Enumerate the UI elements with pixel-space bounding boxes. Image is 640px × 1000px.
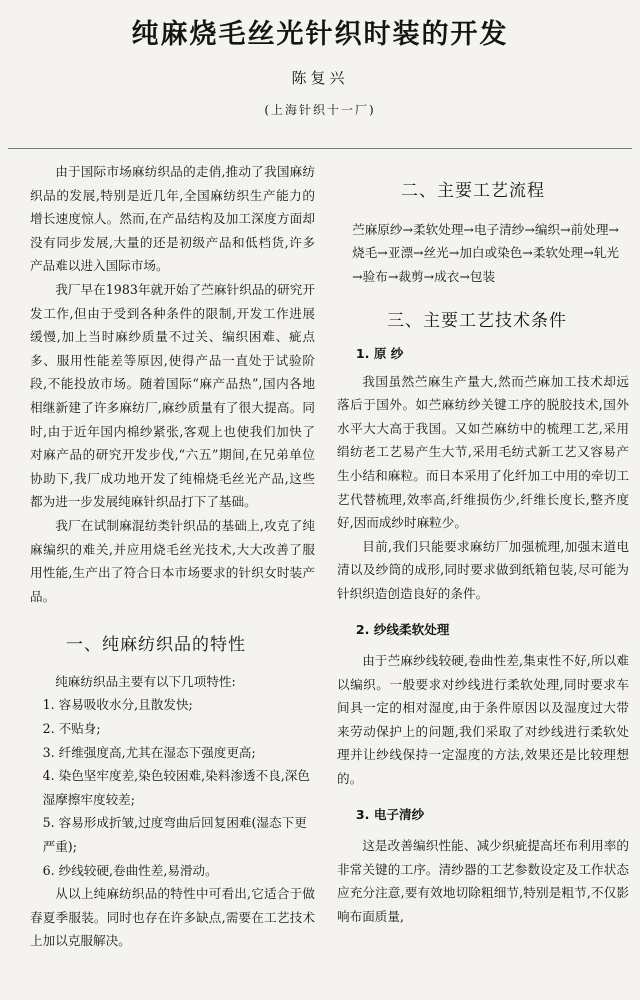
section-1-closing: 从以上纯麻纺织品的特性中可看出,它适合于做春夏季服装。同时也存在许多缺点,需要在工艺技术上加以克服解决。: [30, 886, 315, 949]
softening-paragraph: 由于苎麻纱线较硬,卷曲性差,集束性不好,所以难以编织。一般要求对纱线进行柔软处理,同时要求车间具一定的相对湿度,由于条件原因以及湿度过大带来劳动保护上的问题,我们采取了对纱线进行柔软处理并让纱线保持一定湿度的方法,效果还是比较理想的。: [337, 653, 629, 787]
spacer: [337, 334, 629, 342]
spacer: [337, 288, 629, 310]
spacer: [337, 606, 629, 618]
intro-paragraph-2: 我厂早在1983年就开始了苎麻针织品的研究开发工作,但由于受到各种条件的限制,开发工作进展缓慢,加上当时麻纱质量不过关、编织困难、疵点多、服用性能差等原因,使得产品一直处于试验阶段,不能投放市场。随着国际“麻产品热”,国内各地相继新建了许多麻纺厂,麻纱质量有了很大提高。同时,由于近年国内棉纱紧张,客观上也使我们加快了对麻产品的研究开发步伐,“六五”期间,在兄弟单位协助下,我厂成功地开发了纯棉烧毛丝光产品,这些都为进一步发展纯麻针织品打下了基础。: [30, 281, 315, 510]
header-divider: [8, 148, 632, 149]
raw-yarn-paragraph-2: 目前,我们只能要求麻纺厂加强梳理,加强末道电清以及纱筒的成形,同时要求做到纸箱包装,尽可能为针织织造创造良好的条件。: [337, 538, 629, 601]
spacer: [337, 160, 629, 180]
property-item: 1. 容易吸收水分,且散发快;: [42, 697, 193, 713]
spacer: [337, 204, 629, 218]
property-item: 5. 容易形成折皱,过度弯曲后回复困难(湿态下更严重);: [42, 815, 307, 855]
section-1-lead: 纯麻纺织品主要有以下几项特性:: [55, 673, 236, 689]
raw-yarn-paragraph-1: 我国虽然苎麻生产量大,然而苎麻加工技术却远落后于国外。如苎麻纺纱关键工序的脱胶技术,国外水平大大高于我国。又如苎麻纺中的梳理工艺,采用绢纺老工艺易产生大节,采用毛纺式新工艺又容易产生小结和麻粒。而日本采用了化纤加工中用的牵切工艺代替梳理,效率高,纤维损伤少,纤维长度长,整齐度好,因而成纱时麻粒少。: [337, 373, 629, 531]
property-item: 2. 不贴身;: [42, 721, 101, 737]
intro-paragraph-1: 由于国际市场麻纺织品的走俏,推动了我国麻纺织品的发展,特别是近几年,全国麻纺织生产能力的增长速度惊人。然而,在产品结构及加工深度方面却没有同步发展,大量的还是初级产品和低档货,许多产品难以进入国际市场。: [30, 164, 315, 274]
subsection-softening-heading: 2. 纱线柔软处理: [355, 621, 450, 637]
spacer: [337, 826, 629, 834]
spacer: [30, 608, 315, 634]
intro-paragraph-3: 我厂在试制麻混纺类针织品的基础上,攻克了纯麻编织的难关,并应用烧毛丝光技术,大大改善了服用性能,生产出了符合日本市场要求的针织女时装产品。: [30, 517, 315, 604]
author-name: 陈复兴: [291, 69, 349, 87]
article-title: 纯麻烧毛丝光针织时装的开发: [131, 19, 509, 50]
section-1-heading: 一、纯麻纺织品的特性: [66, 635, 246, 656]
property-item: 6. 纱线较硬,卷曲性差,易滑动。: [42, 862, 218, 878]
author-affiliation: (上海针织十一厂): [264, 103, 376, 117]
spacer: [337, 641, 629, 649]
subsection-yarn-clearing-heading: 3. 电子清纱: [355, 806, 425, 822]
properties-list: [30, 693, 315, 882]
yarn-clearing-paragraph: 这是改善编织性能、减少织疵提高坯布利用率的非常关键的工序。清纱器的工艺参数设定及工作状态应充分注意,要有效地切除粗细节,特别是粗节,不仅影响布面质量,: [337, 838, 629, 925]
spacer: [30, 658, 315, 670]
subsection-raw-yarn-heading: 1. 原 纱: [355, 345, 404, 361]
process-flow: 苎麻原纱→柔软处理→电子清纱→编织→前处理→烧毛→亚漂→丝光→加白或染色→柔软处理→轧光→验布→裁剪→成衣→包装: [352, 221, 619, 284]
right-column: [337, 160, 629, 929]
left-column: [30, 160, 315, 953]
property-item: 4. 染色坚牢度差,染色较困难,染料渗透不良,深色湿摩擦牢度较差;: [42, 768, 310, 807]
section-3-heading: 三、主要工艺技术条件: [387, 311, 567, 332]
section-2-heading: 二、主要工艺流程: [401, 181, 545, 201]
spacer: [337, 791, 629, 803]
property-item: 3. 纤维强度高,尤其在湿态下强度更高;: [42, 744, 256, 760]
